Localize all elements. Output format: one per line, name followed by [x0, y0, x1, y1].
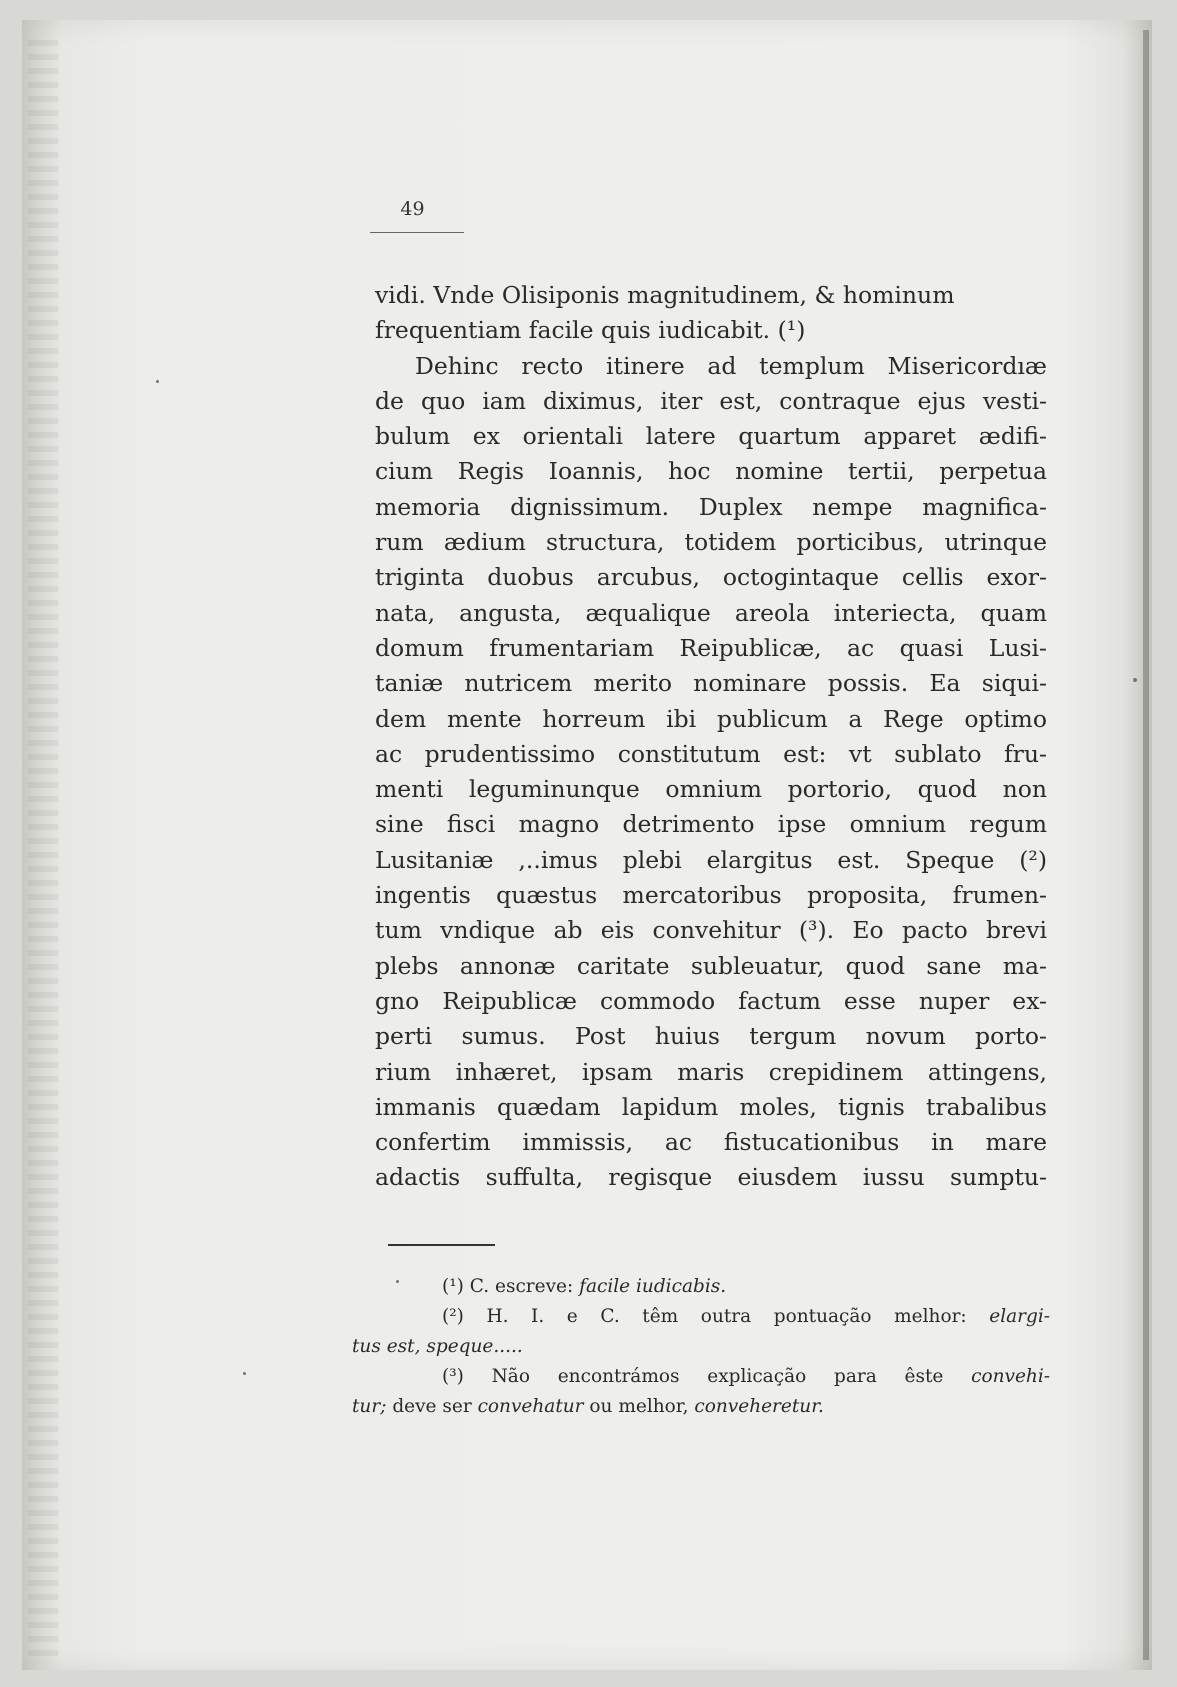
text-line: immanis quædam lapidum moles, tignis trabalibus	[375, 1092, 1047, 1121]
page-number-rule	[370, 232, 464, 233]
text-line: ingentis quæstus mercatoribus proposita, frumen-	[375, 881, 1047, 910]
footnote-italic: elargi-	[989, 1306, 1050, 1327]
page-edge-shadow	[1143, 30, 1149, 1660]
text-line: domum frumentariam Reipublicæ, ac quasi Lusi-	[375, 633, 1047, 662]
text-line: frequentiam facile quis iudicabit. (¹)	[375, 316, 806, 345]
text-line: de quo iam diximus, iter est, contraque ejus vesti-	[375, 386, 1047, 415]
footnote-marker: (³)	[442, 1366, 464, 1387]
page-number: 49	[400, 198, 425, 220]
scan-speck	[396, 1280, 399, 1283]
footnote-italic: conveheretur.	[694, 1396, 824, 1417]
text-line: plebs annonæ caritate subleuatur, quod sane ma-	[375, 951, 1047, 980]
text-line: confertim immissis, ac fistucationibus in mare	[375, 1128, 1047, 1157]
footnote-text: H. I. e C. têm outra pontuação melhor:	[463, 1306, 990, 1327]
text-line: rium inhæret, ipsam maris crepidinem attingens,	[375, 1057, 1047, 1086]
text-line: menti leguminunque omnium portorio, quod non	[375, 775, 1047, 804]
text-line: memoria dignissimum. Duplex nempe magnifica-	[375, 492, 1047, 521]
footnote-text: Não encontrámos explicação para êste	[463, 1366, 972, 1387]
footnote-italic: tur;	[352, 1396, 387, 1417]
footnotes	[352, 1272, 1050, 1422]
text-line: Dehinc recto itinere ad templum Misericordıæ	[415, 351, 1047, 380]
footnote-rule	[388, 1244, 495, 1246]
footnote-italic: convehi-	[971, 1366, 1050, 1387]
footnote-text: deve ser	[386, 1396, 478, 1417]
footnote-text: C. escreve:	[463, 1276, 580, 1297]
scan-speck	[243, 1372, 246, 1375]
text-line: ac prudentissimo constitutum est: vt sublato fru-	[375, 739, 1047, 768]
text-line: adactis suffulta, regisque eiusdem iussu sumptu-	[375, 1163, 1047, 1192]
footnote-2-cont	[352, 1332, 1050, 1362]
text-line: Lusitaniæ ,..imus plebi elargitus est. Speque (²)	[375, 845, 1047, 874]
footnote-text: ou melhor,	[583, 1396, 695, 1417]
footnote-marker: (¹)	[442, 1276, 464, 1297]
text-line: sine fisci magno detrimento ipse omnium regum	[375, 810, 1047, 839]
text-line: rum ædium structura, totidem porticibus, utrinque	[375, 528, 1047, 557]
scan-speck	[156, 380, 159, 383]
body-text	[375, 278, 1047, 1196]
footnote-italic: facile iudicabis.	[579, 1276, 727, 1297]
footnote-3	[390, 1362, 1050, 1392]
text-line: triginta duobus arcubus, octogintaque cellis exor-	[375, 563, 1047, 592]
text-line: tum vndique ab eis convehitur (³). Eo pacto brevi	[375, 916, 1047, 945]
text-line: perti sumus. Post huius tergum novum porto-	[375, 1022, 1047, 1051]
text-line: cium Regis Ioannis, hoc nomine tertii, perpetua	[375, 457, 1047, 486]
footnote-2	[390, 1302, 1050, 1332]
footnote-italic: tus est, speque.....	[352, 1336, 523, 1357]
text-line: taniæ nutricem merito nominare possis. Ea siqui-	[375, 669, 1047, 698]
text-line: bulum ex orientali latere quartum apparet ædifi-	[375, 422, 1047, 451]
text-line: gno Reipublicæ commodo factum esse nuper ex-	[375, 986, 1047, 1015]
scan-speck	[1133, 678, 1137, 682]
text-line: dem mente horreum ibi publicum a Rege optimo	[375, 704, 1047, 733]
binding-edge	[28, 40, 58, 1660]
footnote-italic: convehatur	[477, 1396, 584, 1417]
footnote-marker: (²)	[442, 1306, 464, 1327]
footnote-1	[390, 1272, 1050, 1302]
footnote-3-cont	[352, 1392, 1050, 1422]
text-line: vidi. Vnde Olisiponis magnitudinem, & hominum	[375, 281, 955, 309]
text-line: nata, angusta, æqualique areola interiecta, quam	[375, 598, 1047, 627]
